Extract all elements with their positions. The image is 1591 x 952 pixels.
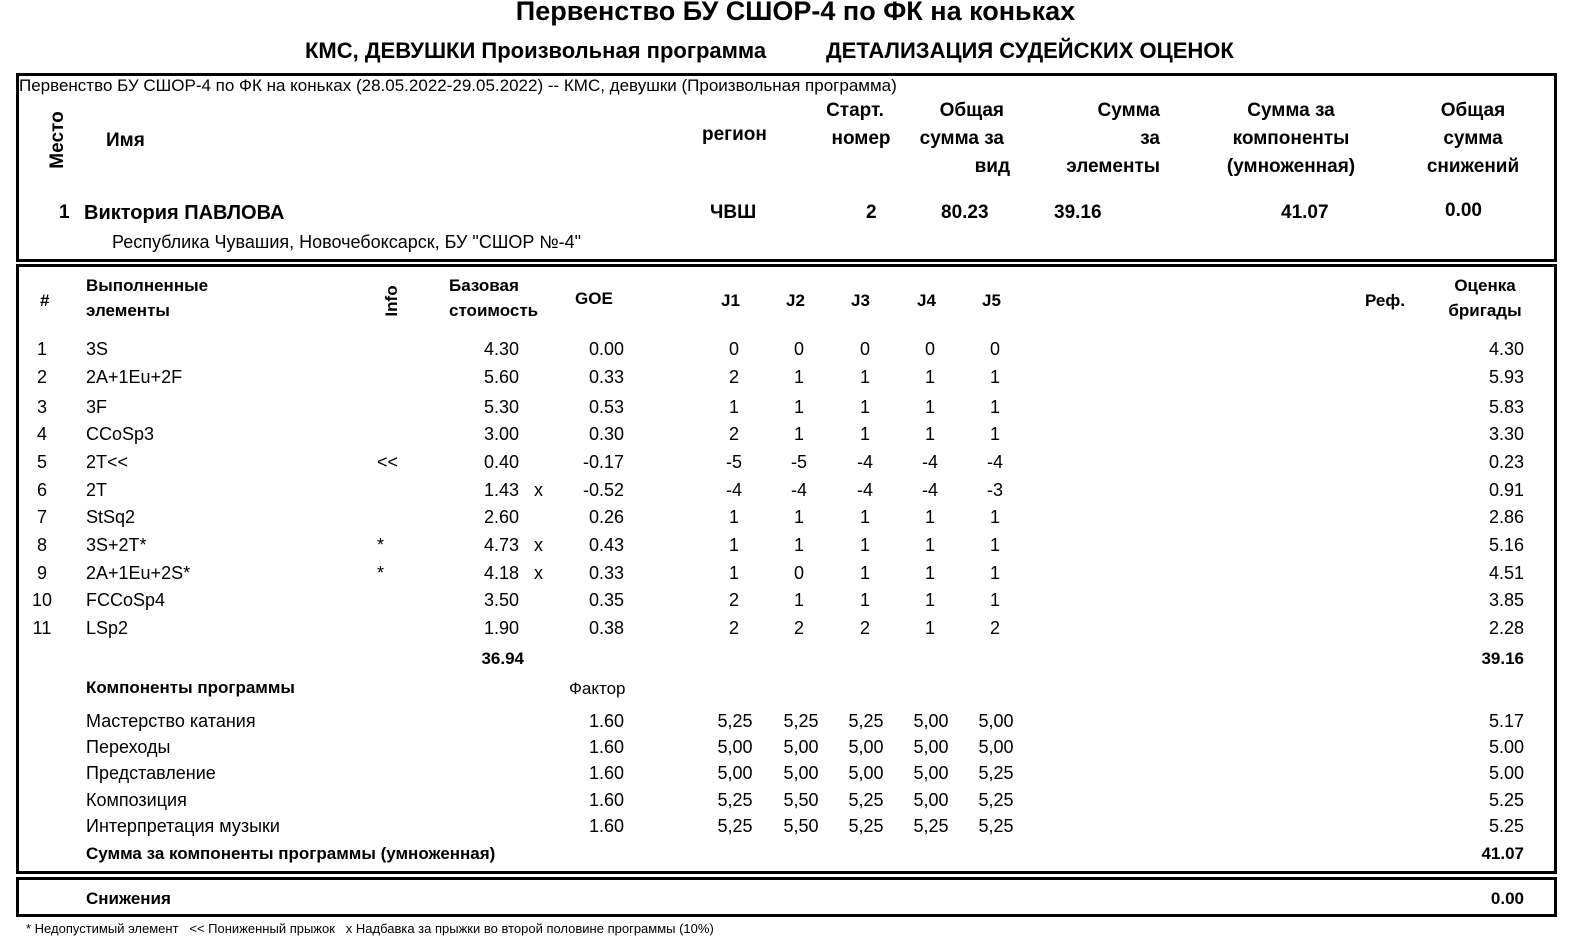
col-header-j5: J5	[982, 291, 1001, 310]
element-judge-4: 0	[924, 339, 935, 359]
component-panel-score: 5.00	[1488, 763, 1524, 783]
element-name: 2A+1Eu+2F	[86, 367, 183, 387]
components-total-label: Сумма за компоненты программы (умноженная)	[86, 844, 496, 863]
skater-total: 80.23	[941, 202, 989, 223]
element-judge-3: 1	[859, 367, 870, 387]
col-header-elements-1: Выполненные	[86, 276, 209, 295]
element-base-value: 5.30	[483, 397, 519, 417]
elements-total-score: 39.16	[1481, 649, 1524, 668]
element-row	[0, 480, 1591, 508]
component-judge-1: 5,25	[717, 816, 753, 836]
element-row	[0, 590, 1591, 618]
col-header-j4: J4	[917, 291, 936, 310]
element-judge-1: 0	[728, 339, 739, 359]
element-number: 11	[32, 618, 52, 638]
element-goe: -0.17	[582, 452, 624, 472]
col-header-j3: J3	[851, 291, 870, 310]
element-base-value: 4.73	[483, 535, 519, 555]
element-goe: 0.33	[588, 367, 624, 387]
element-judge-2: 1	[793, 590, 804, 610]
skater-components-score: 41.07	[1281, 202, 1329, 223]
element-number: 4	[36, 424, 47, 444]
element-judge-2: -4	[790, 480, 807, 500]
components-header: Компоненты программы	[86, 678, 295, 697]
component-judge-2: 5,50	[783, 816, 819, 836]
element-row	[0, 424, 1591, 452]
component-panel-score: 5.00	[1488, 737, 1524, 757]
col-header-j2: J2	[786, 291, 805, 310]
page-subtitle-right: ДЕТАЛИЗАЦИЯ СУДЕЙСКИХ ОЦЕНОК	[826, 38, 1234, 63]
element-number: 5	[36, 452, 47, 472]
component-judge-5: 5,00	[978, 711, 1014, 731]
element-judge-1: 2	[728, 618, 739, 638]
skater-name: Виктория ПАВЛОВА	[84, 202, 285, 224]
components-total: 41.07	[1481, 844, 1524, 863]
element-judge-2: 0	[793, 563, 804, 583]
component-factor: 1.60	[588, 711, 624, 731]
component-judge-2: 5,00	[783, 763, 819, 783]
component-panel-score: 5.25	[1488, 816, 1524, 836]
header-elements-3: элементы	[1066, 156, 1160, 177]
element-goe: 0.43	[588, 535, 624, 555]
element-number: 2	[36, 367, 47, 387]
header-deductions-3: снижений	[1426, 156, 1520, 177]
element-name: CCoSp3	[86, 424, 155, 444]
element-info: <<	[377, 452, 399, 472]
element-judge-5: -3	[986, 480, 1003, 500]
element-number: 6	[36, 480, 47, 500]
element-row	[0, 563, 1591, 591]
header-total-2: сумма за	[919, 128, 1004, 149]
element-panel-score: 5.83	[1488, 397, 1524, 417]
component-judge-2: 5,25	[783, 711, 819, 731]
element-panel-score: 3.30	[1488, 424, 1524, 444]
elements-total-base: 36.94	[481, 649, 524, 668]
skater-start-number: 2	[866, 202, 877, 223]
element-judge-5: 1	[989, 563, 1000, 583]
component-name: Интерпретация музыки	[86, 816, 280, 836]
component-panel-score: 5.17	[1488, 711, 1524, 731]
col-header-panel-2: бригады	[1448, 301, 1522, 320]
header-name: Имя	[106, 130, 145, 151]
element-base-value: 4.30	[483, 339, 519, 359]
element-judge-5: 1	[989, 507, 1000, 527]
component-judge-1: 5,25	[717, 711, 753, 731]
component-judge-1: 5,00	[717, 763, 753, 783]
header-components-3: (умноженная)	[1226, 156, 1356, 177]
component-judge-3: 5,25	[848, 816, 884, 836]
element-panel-score: 3.85	[1488, 590, 1524, 610]
element-judge-2: 1	[793, 424, 804, 444]
component-judge-4: 5,25	[913, 816, 949, 836]
event-line: Первенство БУ СШОР-4 по ФК на коньках (28.05.2022-29.05.2022) -- КМС, девушки (Произвольная программа)	[19, 76, 897, 95]
element-judge-5: 1	[989, 535, 1000, 555]
component-panel-score: 5.25	[1488, 790, 1524, 810]
deductions-label: Снижения	[86, 889, 171, 908]
element-row	[0, 339, 1591, 367]
element-base-value: 2.60	[483, 507, 519, 527]
page-title: Первенство БУ СШОР-4 по ФК на коньках	[515, 0, 1076, 26]
col-header-j1: J1	[721, 291, 740, 310]
element-judge-4: 1	[924, 563, 935, 583]
element-panel-score: 5.93	[1488, 367, 1524, 387]
element-number: 7	[36, 507, 47, 527]
element-row	[0, 367, 1591, 395]
element-goe: 0.00	[588, 339, 624, 359]
element-judge-1: -5	[725, 452, 742, 472]
component-row	[0, 737, 1591, 765]
element-row	[0, 618, 1591, 646]
deductions-box	[16, 877, 1557, 917]
col-header-base-2: стоимость	[449, 301, 539, 320]
element-goe: 0.26	[588, 507, 624, 527]
element-judge-1: 1	[728, 563, 739, 583]
col-header-ref: Реф.	[1365, 291, 1405, 310]
component-name: Мастерство катания	[86, 711, 256, 731]
element-panel-score: 0.23	[1488, 452, 1524, 472]
element-name: 3S	[86, 339, 109, 359]
element-base-value: 0.40	[483, 452, 519, 472]
element-panel-score: 5.16	[1488, 535, 1524, 555]
component-judge-4: 5,00	[913, 711, 949, 731]
header-start-2: номер	[831, 128, 891, 149]
element-judge-1: 1	[728, 535, 739, 555]
element-base-value: 5.60	[483, 367, 519, 387]
component-judge-3: 5,00	[848, 737, 884, 757]
element-judge-4: 1	[924, 618, 935, 638]
element-name: LSp2	[86, 618, 129, 638]
component-judge-2: 5,50	[783, 790, 819, 810]
component-judge-5: 5,25	[978, 816, 1014, 836]
component-judge-4: 5,00	[913, 763, 949, 783]
element-goe: 0.38	[588, 618, 624, 638]
element-judge-4: 1	[924, 367, 935, 387]
header-place: Место	[47, 111, 68, 169]
col-header-goe: GOE	[575, 289, 613, 308]
component-judge-1: 5,25	[717, 790, 753, 810]
element-judge-2: 1	[793, 397, 804, 417]
element-name: FCCoSp4	[86, 590, 166, 610]
element-judge-2: 0	[793, 339, 804, 359]
col-header-info: Info	[382, 285, 401, 317]
component-factor: 1.60	[588, 790, 624, 810]
element-judge-5: 1	[989, 424, 1000, 444]
header-total-3: вид	[974, 156, 1010, 177]
header-components-2: компоненты	[1232, 128, 1350, 149]
element-judge-4: 1	[924, 590, 935, 610]
element-judge-3: 1	[859, 563, 870, 583]
col-header-elements-2: элементы	[86, 301, 170, 320]
element-judge-3: 2	[859, 618, 870, 638]
element-panel-score: 4.51	[1488, 563, 1524, 583]
element-judge-2: 2	[793, 618, 804, 638]
component-judge-3: 5,25	[848, 790, 884, 810]
element-number: 8	[36, 535, 47, 555]
element-judge-1: 2	[728, 590, 739, 610]
element-info: *	[377, 563, 385, 583]
element-base-value: 3.50	[483, 590, 519, 610]
component-judge-5: 5,00	[978, 737, 1014, 757]
header-components-1: Сумма за	[1247, 100, 1335, 121]
element-judge-3: 1	[859, 507, 870, 527]
element-base-value: 4.18	[483, 563, 519, 583]
deductions-total: 0.00	[1490, 889, 1524, 908]
element-panel-score: 4.30	[1488, 339, 1524, 359]
component-row	[0, 816, 1591, 844]
element-base-value: 1.43	[483, 480, 519, 500]
element-panel-score: 2.28	[1488, 618, 1524, 638]
element-judge-5: 2	[989, 618, 1000, 638]
element-judge-2: 1	[793, 507, 804, 527]
element-number: 3	[36, 397, 47, 417]
element-base-value: 3.00	[483, 424, 519, 444]
element-goe: -0.52	[582, 480, 624, 500]
element-name: 3F	[86, 397, 108, 417]
component-factor: 1.60	[588, 816, 624, 836]
page-subtitle-left: КМС, ДЕВУШКИ Произвольная программа	[305, 38, 767, 63]
component-factor: 1.60	[588, 737, 624, 757]
element-panel-score: 0.91	[1488, 480, 1524, 500]
header-deductions-1: Общая	[1440, 100, 1506, 121]
header-start-1: Старт.	[826, 100, 884, 121]
element-judge-3: 1	[859, 535, 870, 555]
element-judge-2: 1	[793, 535, 804, 555]
element-bonus-mark: x	[534, 480, 543, 500]
header-deductions-2: сумма	[1443, 128, 1503, 149]
component-row	[0, 711, 1591, 739]
skater-deductions: 0.00	[1445, 200, 1482, 221]
element-judge-4: -4	[921, 480, 938, 500]
header-region: регион	[702, 124, 767, 145]
element-panel-score: 2.86	[1488, 507, 1524, 527]
element-judge-1: 2	[728, 424, 739, 444]
element-judge-3: -4	[856, 452, 873, 472]
element-bonus-mark: x	[534, 535, 543, 555]
header-elements-2: за	[1140, 128, 1160, 149]
element-judge-5: -4	[986, 452, 1003, 472]
legend: * Недопустимый элемент << Пониженный прыжок x Надбавка за прыжки во второй половине программы (10%)	[26, 921, 714, 936]
header-total-1: Общая	[939, 100, 1004, 121]
header-elements-1: Сумма	[1097, 100, 1160, 121]
element-name: StSq2	[86, 507, 136, 527]
factor-label: Фактор	[569, 679, 626, 698]
element-judge-3: 1	[859, 424, 870, 444]
element-name: 2A+1Eu+2S*	[86, 563, 191, 583]
element-judge-3: 1	[859, 397, 870, 417]
col-header-panel-1: Оценка	[1454, 276, 1516, 295]
element-judge-4: 1	[924, 507, 935, 527]
element-goe: 0.35	[588, 590, 624, 610]
component-name: Переходы	[86, 737, 171, 757]
element-bonus-mark: x	[534, 563, 543, 583]
component-row	[0, 790, 1591, 818]
element-number: 1	[36, 339, 47, 359]
element-judge-1: 1	[728, 397, 739, 417]
component-judge-4: 5,00	[913, 737, 949, 757]
component-judge-3: 5,25	[848, 711, 884, 731]
component-factor: 1.60	[588, 763, 624, 783]
component-judge-1: 5,00	[717, 737, 753, 757]
skater-region: ЧВШ	[710, 202, 757, 223]
element-row	[0, 452, 1591, 480]
element-judge-4: 1	[924, 424, 935, 444]
element-judge-5: 1	[989, 367, 1000, 387]
component-judge-2: 5,00	[783, 737, 819, 757]
element-number: 10	[31, 590, 53, 610]
element-judge-4: -4	[921, 452, 938, 472]
element-name: 2T<<	[86, 452, 129, 472]
component-name: Композиция	[86, 790, 187, 810]
element-goe: 0.30	[588, 424, 624, 444]
element-judge-3: 0	[859, 339, 870, 359]
element-judge-4: 1	[924, 397, 935, 417]
component-row	[0, 763, 1591, 791]
element-name: 3S+2T*	[86, 535, 147, 555]
element-row	[0, 397, 1591, 425]
skater-elements-score: 39.16	[1054, 202, 1102, 223]
element-judge-2: 1	[793, 367, 804, 387]
element-judge-4: 1	[924, 535, 935, 555]
element-info: *	[377, 535, 385, 555]
component-judge-4: 5,00	[913, 790, 949, 810]
element-judge-5: 1	[989, 590, 1000, 610]
element-judge-1: 1	[728, 507, 739, 527]
element-row	[0, 535, 1591, 563]
skater-club: Республика Чувашия, Новочебоксарск, БУ "СШОР №-4"	[112, 232, 582, 252]
component-judge-3: 5,00	[848, 763, 884, 783]
element-number: 9	[36, 563, 47, 583]
skater-place: 1	[59, 202, 70, 223]
element-judge-5: 0	[989, 339, 1000, 359]
element-base-value: 1.90	[483, 618, 519, 638]
element-judge-1: 2	[728, 367, 739, 387]
component-name: Представление	[86, 763, 216, 783]
element-goe: 0.33	[588, 563, 624, 583]
element-judge-3: 1	[859, 590, 870, 610]
element-name: 2T	[86, 480, 108, 500]
element-judge-1: -4	[725, 480, 742, 500]
element-row	[0, 507, 1591, 535]
element-judge-3: -4	[856, 480, 873, 500]
component-judge-5: 5,25	[978, 790, 1014, 810]
col-header-base-1: Базовая	[449, 276, 519, 295]
element-goe: 0.53	[588, 397, 624, 417]
col-header-num: #	[40, 291, 50, 310]
element-judge-2: -5	[790, 452, 807, 472]
component-judge-5: 5,25	[978, 763, 1014, 783]
element-judge-5: 1	[989, 397, 1000, 417]
